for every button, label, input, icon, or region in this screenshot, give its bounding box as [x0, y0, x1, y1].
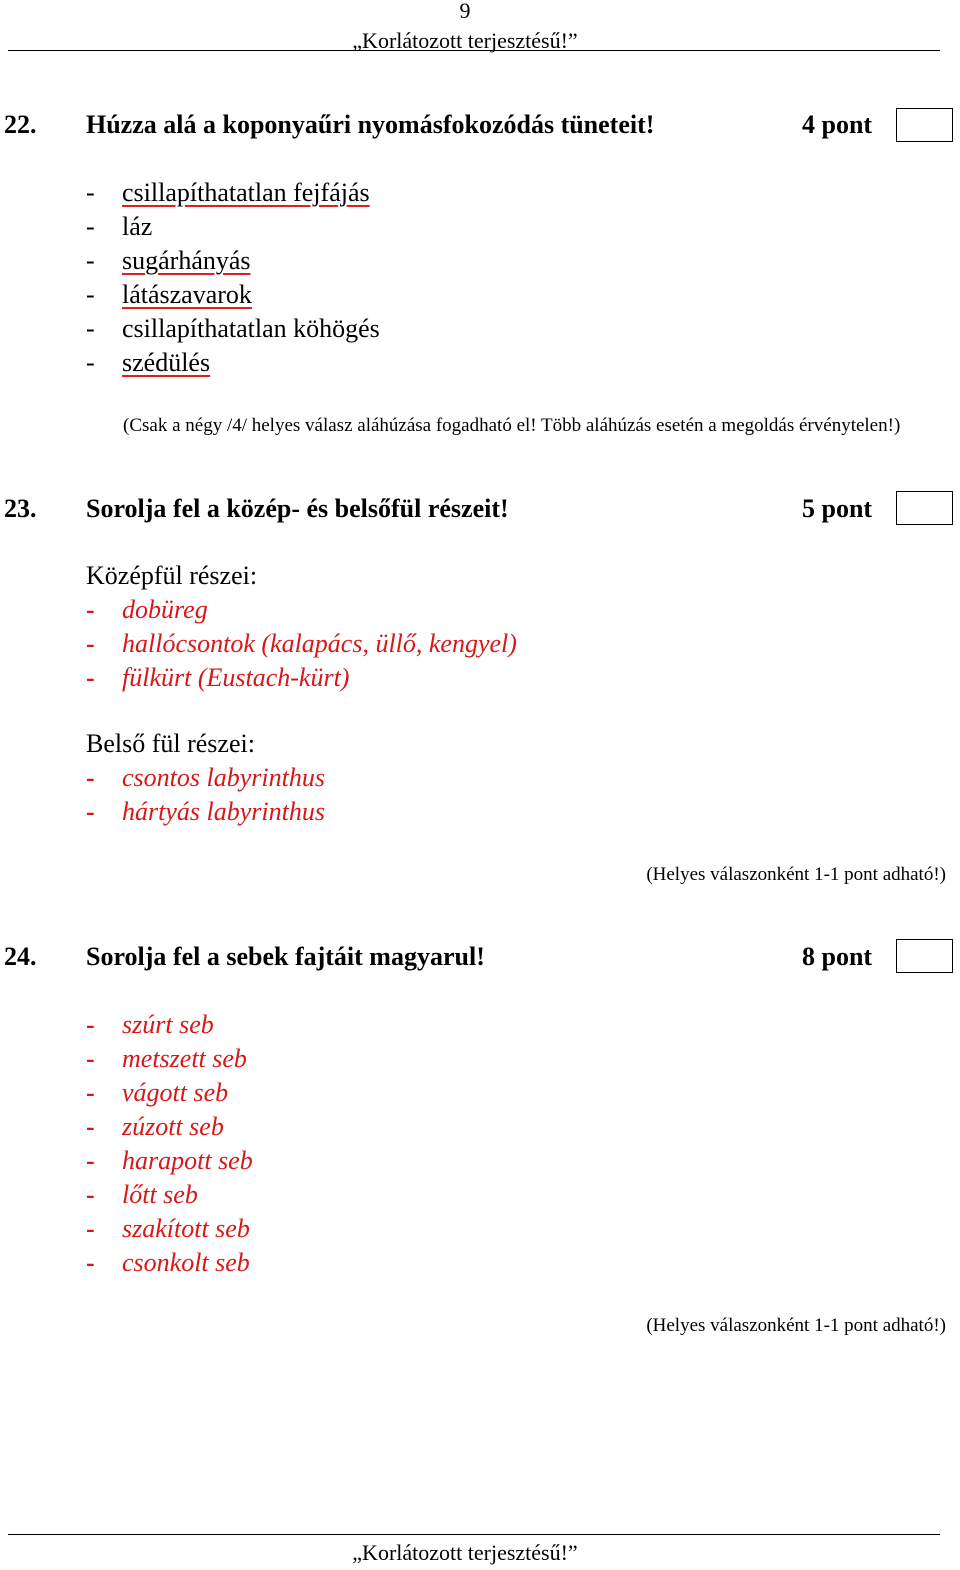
option-text: láz [122, 212, 153, 241]
option-text: látászavarok [122, 280, 252, 309]
q24-item [86, 1112, 224, 1142]
item-text: hallócsontok (kalapács, üllő, kengyel) [122, 629, 517, 658]
q23-inner-heading: Belső fül részei: [86, 729, 255, 758]
option-dash: - [86, 280, 95, 309]
q24-item [86, 1010, 214, 1040]
item-text: csontos labyrinthus [122, 763, 325, 792]
q23-points: 5 pont [802, 494, 873, 523]
option-dash: - [86, 314, 95, 343]
q23-middle-item [86, 629, 517, 659]
item-dash: - [86, 1078, 95, 1107]
page-number: 9 [459, 0, 471, 23]
q23-middle-item [86, 663, 349, 693]
item-text: hártyás labyrinthus [122, 797, 325, 826]
item-dash: - [86, 1010, 95, 1039]
item-text: csonkolt seb [122, 1248, 250, 1277]
q22-points: 4 pont [802, 110, 873, 139]
option-dash: - [86, 348, 95, 377]
q22-option[interactable] [86, 246, 251, 276]
item-dash: - [86, 1180, 95, 1209]
q22-option[interactable] [86, 178, 370, 208]
item-text: harapott seb [122, 1146, 253, 1175]
option-dash: - [86, 178, 95, 207]
q23-number: 23. [4, 494, 37, 523]
item-text: szakított seb [122, 1214, 250, 1243]
item-text: szúrt seb [122, 1010, 214, 1039]
item-dash: - [86, 763, 95, 792]
q24-item [86, 1078, 228, 1108]
q24-note: (Helyes válaszonként 1-1 pont adható!) [646, 1315, 946, 1336]
q24-item [86, 1214, 250, 1244]
q22-question: Húzza alá a koponyaűri nyomásfokozódás tüneteit! [86, 110, 655, 139]
q24-item [86, 1146, 253, 1176]
item-dash: - [86, 595, 95, 624]
option-text: csillapíthatatlan köhögés [122, 314, 380, 343]
q22-number: 22. [4, 110, 37, 139]
item-dash: - [86, 1112, 95, 1141]
q23-inner-item [86, 797, 325, 827]
q22-score-box[interactable] [896, 108, 953, 142]
q23-middle-heading: Középfül részei: [86, 561, 258, 590]
q24-number: 24. [4, 942, 37, 971]
option-dash: - [86, 212, 95, 241]
q22-option[interactable] [86, 348, 210, 378]
q23-inner-item [86, 763, 325, 793]
q23-question: Sorolja fel a közép- és belsőfül részeit! [86, 494, 509, 523]
item-dash: - [86, 1214, 95, 1243]
q24-question: Sorolja fel a sebek fajtáit magyarul! [86, 942, 485, 971]
option-text: csillapíthatatlan fejfájás [122, 178, 370, 207]
item-text: zúzott seb [122, 1112, 224, 1141]
item-dash: - [86, 1146, 95, 1175]
q22-note: (Csak a négy /4/ helyes válasz aláhúzása fogadható el! Több aláhúzás esetén a megoldás érvénytelen!) [123, 415, 901, 436]
q22-option[interactable] [86, 212, 152, 242]
item-dash: - [86, 797, 95, 826]
header-divider [8, 50, 940, 51]
page-footer: „Korlátozott terjesztésű!” [352, 1540, 578, 1565]
q24-item [86, 1044, 247, 1074]
q24-item [86, 1248, 250, 1278]
item-dash: - [86, 629, 95, 658]
q22-option[interactable] [86, 280, 252, 310]
item-text: fülkürt (Eustach-kürt) [122, 663, 350, 692]
item-text: vágott seb [122, 1078, 229, 1107]
q24-score-box[interactable] [896, 939, 953, 973]
q23-note: (Helyes válaszonként 1-1 pont adható!) [646, 864, 946, 885]
q23-middle-item [86, 595, 208, 625]
q24-item [86, 1180, 198, 1210]
item-text: metszett seb [122, 1044, 247, 1073]
option-dash: - [86, 246, 95, 275]
item-text: dobüreg [122, 595, 208, 624]
item-text: lőtt seb [122, 1180, 198, 1209]
option-text: sugárhányás [122, 246, 251, 275]
q23-score-box[interactable] [896, 491, 953, 525]
q24-points: 8 pont [802, 942, 873, 971]
q22-option[interactable] [86, 314, 380, 344]
item-dash: - [86, 1044, 95, 1073]
item-dash: - [86, 1248, 95, 1277]
item-dash: - [86, 663, 95, 692]
option-text: szédülés [122, 348, 211, 377]
page-header: „Korlátozott terjesztésű!” [352, 28, 578, 53]
footer-divider [8, 1534, 940, 1535]
